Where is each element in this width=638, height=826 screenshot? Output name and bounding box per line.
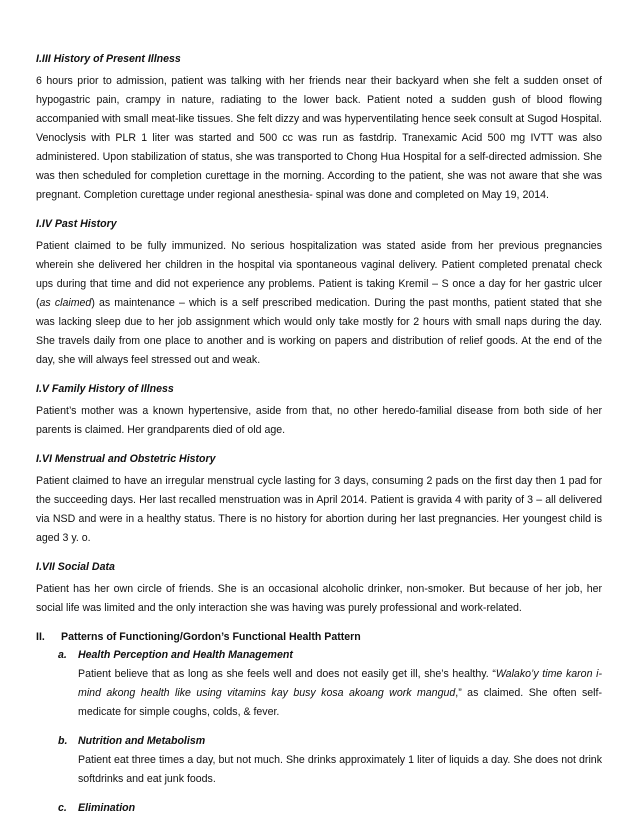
subsection-heading <box>58 648 602 663</box>
subsection-paragraph: Patient eat three times a day, but not much. She drinks approximately 1 liter of liquids a day. She does not drink softdrinks and eat junk foods. <box>78 754 602 785</box>
paragraph-text: ) as maintenance – which is a self prescribed medication. During the past months, patient stated that she was lacking sleep due to her job assignment which would only take mostly for 2 hours with small naps during the day. She travels daily from one place to another and is working on papers and distribution of relief goods. At the end of the day, she will always feel stressed out and weak. <box>36 297 603 366</box>
subsection-elimination <box>58 801 602 816</box>
section-paragraph: Patient’s mother was a known hypertensive, aside from that, no other heredo-familial disease from both side of her parents is claimed. Her grandparents died of old age. <box>36 405 602 436</box>
history-present-illness-section <box>36 52 602 205</box>
paragraph-text: ,” as claimed. She often self-medicate for simple coughs, colds, & fever. <box>78 687 602 718</box>
subsection-title: Elimination <box>78 802 136 814</box>
part-two-heading <box>36 630 602 645</box>
social-data-section <box>36 560 602 618</box>
subsection-letter: c. <box>58 802 67 814</box>
section-heading: I.V Family History of Illness <box>36 383 174 395</box>
subsection-letter: b. <box>58 735 68 747</box>
subsection-heading <box>58 734 602 749</box>
subsection-health-perception <box>58 648 602 722</box>
section-heading: I.VII Social Data <box>36 561 115 573</box>
subsection-paragraph <box>78 665 602 722</box>
section-heading: I.III History of Present Illness <box>36 53 181 65</box>
section-paragraph: 6 hours prior to admission, patient was talking with her friends near their backyard when she felt a sudden onset of hypogastric pain, crampy in nature, radiating to the lower back. Patient noted a sudden gush of blood flowing accompanied with small meat-like tissues. She felt dizzy and was hyperventilating hence seek consult at Sugod Hospital. Venoclysis with PLR 1 liter was started and 500 cc was run as fastdrip. Tranexamic Acid 500 mg IVTT was also administered. Upon stabilization of status, she was transported to Chong Hua Hospital for a self-directed admission. She was then scheduled for completion curettage in the morning. According to the patient, she was not aware that she was pregnant. Completion curettage under regional anesthesia- spinal was done and completed on May 19, 2014. <box>36 75 602 201</box>
past-history-section <box>36 217 602 370</box>
subsection-title: Health Perception and Health Management <box>78 649 293 661</box>
subsection-heading <box>58 801 602 816</box>
section-paragraph <box>36 237 602 370</box>
paragraph-italic-text: Walako’y time karon i-mind akong health like using vitamins kay busy kosa akoang work mangud <box>78 668 602 699</box>
section-paragraph: Patient claimed to have an irregular menstrual cycle lasting for 3 days, consuming 2 pads on the first day then 1 pad for the succeeding days. Her last recalled menstruation was in April 2014. Patient is gravida 4 with parity of 3 – all delivered via NSD and were in a healthy status. There is no history for abortion during her last pregnancies. Her youngest child is aged 3 y. o. <box>36 475 602 544</box>
paragraph-italic-text: as claimed <box>39 297 92 309</box>
family-history-section <box>36 382 602 440</box>
paragraph-text: Patient claimed to be fully immunized. No serious hospitalization was stated aside from her previous pregnancies wherein she delivered her children in the hospital via spontaneous vaginal delivery. Patient completed prenatal check ups during that time and did not experience any problems. Patient is taking Kremil – S once a day for her gastric ulcer ( <box>36 240 602 309</box>
subsection-title: Nutrition and Metabolism <box>78 735 206 747</box>
section-heading: I.IV Past History <box>36 218 117 230</box>
subsection-nutrition-metabolism <box>58 734 602 789</box>
part-title: Patterns of Functioning/Gordon’s Functional Health Pattern <box>61 631 361 643</box>
part-number: II. <box>36 631 45 643</box>
section-paragraph: Patient has her own circle of friends. She is an occasional alcoholic drinker, non-smoker. But because of her job, her social life was limited and the only interaction she was having was purely professional and work-related. <box>36 583 602 614</box>
section-heading: I.VI Menstrual and Obstetric History <box>36 453 216 465</box>
paragraph-text: Patient believe that as long as she feels well and does not easily get ill, she’s healthy. “ <box>78 668 496 680</box>
menstrual-obstetric-history-section <box>36 452 602 548</box>
subsection-letter: a. <box>58 649 67 661</box>
